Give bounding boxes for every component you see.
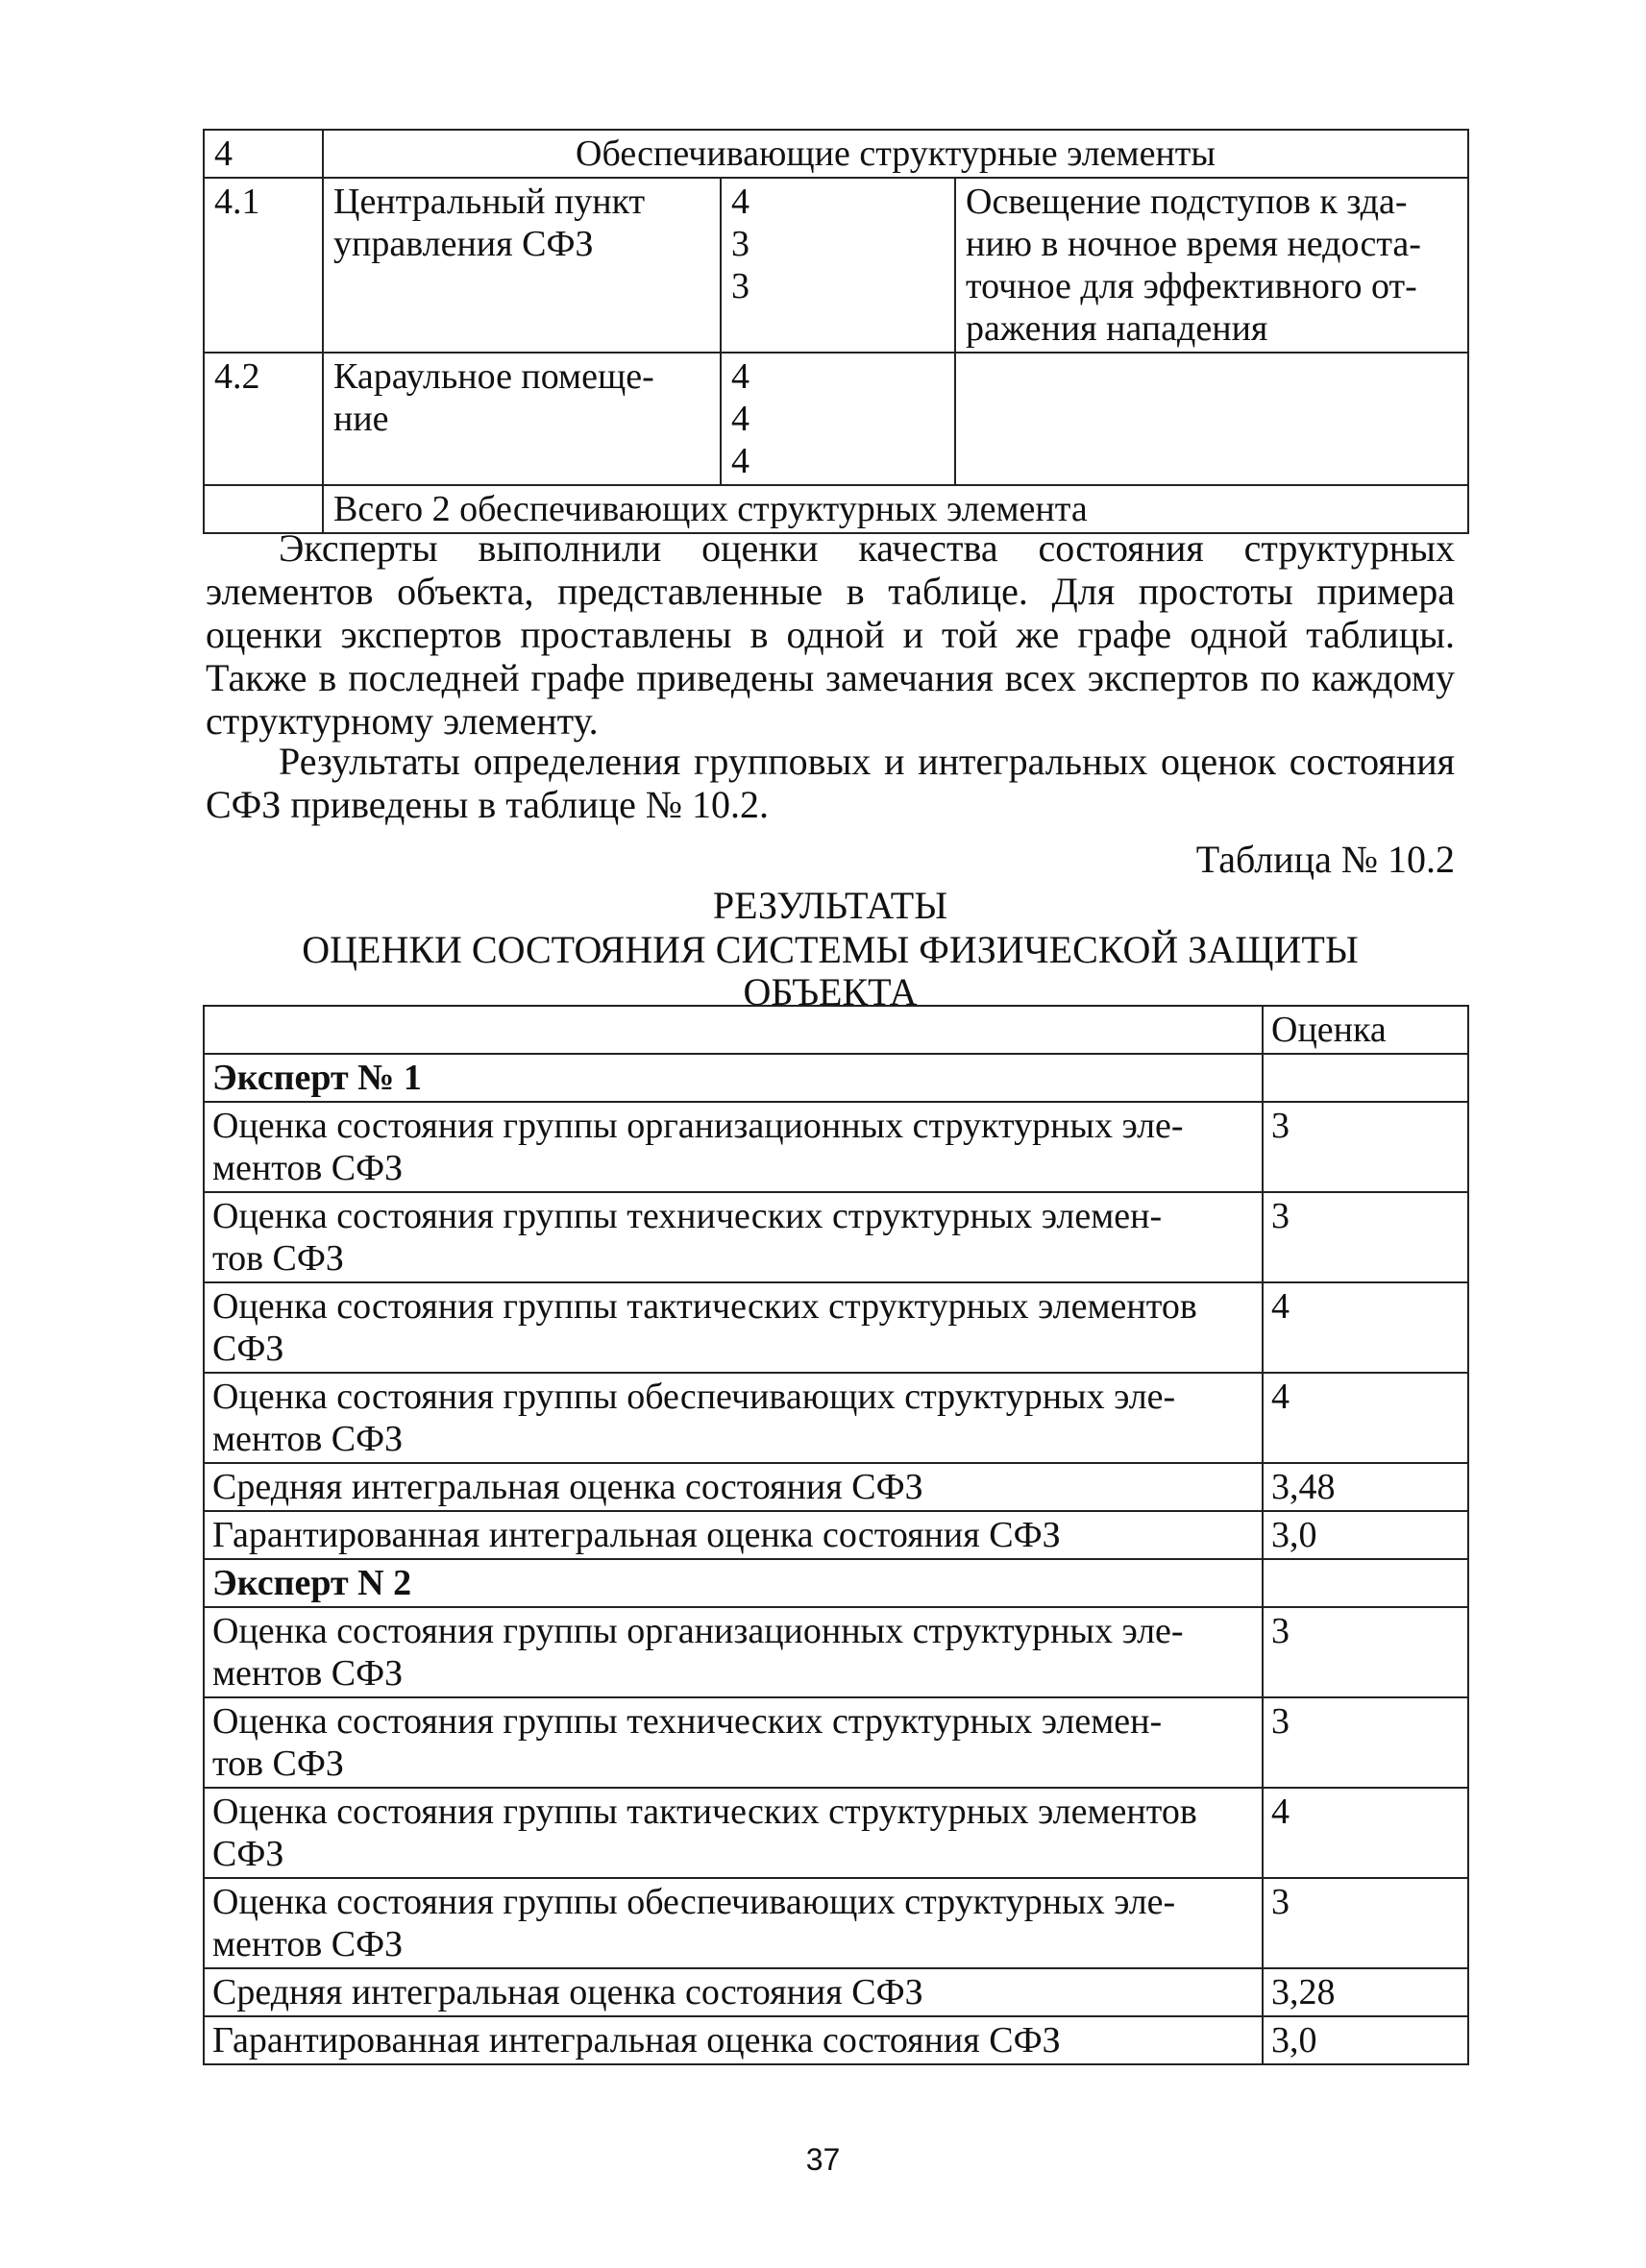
table-row bbox=[204, 1373, 1468, 1463]
table-row bbox=[204, 1511, 1468, 1559]
table-title: РЕЗУЛЬТАТЫ bbox=[712, 884, 948, 927]
table-row bbox=[204, 1282, 1468, 1373]
section-title: Обеспечивающие структурные элементы bbox=[323, 130, 1468, 178]
table-row bbox=[204, 1878, 1468, 1968]
element-number: 4.1 bbox=[204, 178, 323, 353]
criterion-label: Оценка состояния группы технических структурных элемен- тов СФЗ bbox=[204, 1192, 1263, 1282]
criterion-score: 3 bbox=[1263, 1192, 1468, 1282]
empty-header-cell bbox=[204, 1006, 1263, 1054]
table-row bbox=[204, 1192, 1468, 1282]
table-row bbox=[204, 1559, 1468, 1607]
body-paragraph: Результаты определения групповых и интегральных оценок состояния СФЗ приведены в таблице № 10.2. bbox=[206, 740, 1455, 826]
criterion-label: Оценка состояния группы организационных структурных эле- ментов СФЗ bbox=[204, 1102, 1263, 1192]
table-title: ОЦЕНКИ СОСТОЯНИЯ СИСТЕМЫ ФИЗИЧЕСКОЙ ЗАЩИТЫ bbox=[302, 928, 1359, 971]
table-row bbox=[204, 1102, 1468, 1192]
criterion-score: 3 bbox=[1263, 1102, 1468, 1192]
results-table bbox=[203, 1005, 1469, 2065]
table-row bbox=[204, 353, 1468, 485]
criterion-score: 4 bbox=[1263, 1282, 1468, 1373]
criterion-label: Средняя интегральная оценка состояния СФЗ bbox=[204, 1968, 1263, 2016]
criterion-score: 3,0 bbox=[1263, 1511, 1468, 1559]
element-number: 4.2 bbox=[204, 353, 323, 485]
criterion-label: Гарантированная интегральная оценка состояния СФЗ bbox=[204, 1511, 1263, 1559]
element-name: Караульное помеще- ние bbox=[323, 353, 721, 485]
criterion-label: Оценка состояния группы технических структурных элемен- тов СФЗ bbox=[204, 1697, 1263, 1788]
criterion-score: 3 bbox=[1263, 1697, 1468, 1788]
expert-heading: Эксперт N 2 bbox=[204, 1559, 1263, 1607]
table-row bbox=[204, 1006, 1468, 1054]
table-row bbox=[204, 1968, 1468, 2016]
criterion-label: Оценка состояния группы обеспечивающих структурных эле- ментов СФЗ bbox=[204, 1878, 1263, 1968]
element-scores: 4 3 3 bbox=[721, 178, 955, 353]
element-scores: 4 4 4 bbox=[721, 353, 955, 485]
table-title: ОБЪЕКТА bbox=[743, 970, 918, 1013]
table-row bbox=[204, 178, 1468, 353]
table-row bbox=[204, 1697, 1468, 1788]
criterion-label: Средняя интегральная оценка состояния СФЗ bbox=[204, 1463, 1263, 1511]
table-row bbox=[204, 1054, 1468, 1102]
section-number: 4 bbox=[204, 130, 323, 178]
expert-heading: Эксперт № 1 bbox=[204, 1054, 1263, 1102]
criterion-score: 3,28 bbox=[1263, 1968, 1468, 2016]
criterion-score: 3,0 bbox=[1263, 2016, 1468, 2064]
table-row bbox=[204, 2016, 1468, 2064]
total-elements: Всего 2 обеспечивающих структурных элемента bbox=[323, 485, 1468, 533]
score-header: Оценка bbox=[1263, 1006, 1468, 1054]
structural-elements-table bbox=[203, 129, 1469, 534]
table-row bbox=[204, 1607, 1468, 1697]
criterion-label: Оценка состояния группы тактических структурных элементов СФЗ bbox=[204, 1788, 1263, 1878]
criterion-label: Оценка состояния группы обеспечивающих структурных эле- ментов СФЗ bbox=[204, 1373, 1263, 1463]
empty-cell bbox=[1263, 1559, 1468, 1607]
element-name: Центральный пункт управления СФЗ bbox=[323, 178, 721, 353]
empty-cell bbox=[1263, 1054, 1468, 1102]
criterion-score: 4 bbox=[1263, 1788, 1468, 1878]
criterion-label: Оценка состояния группы тактических структурных элементов СФЗ bbox=[204, 1282, 1263, 1373]
criterion-score: 3 bbox=[1263, 1607, 1468, 1697]
table-row bbox=[204, 130, 1468, 178]
criterion-score: 4 bbox=[1263, 1373, 1468, 1463]
page-number: 37 bbox=[805, 2142, 841, 2177]
criterion-label: Гарантированная интегральная оценка состояния СФЗ bbox=[204, 2016, 1263, 2064]
element-remark: Освещение подступов к зда- нию в ночное время недоста- точное для эффективного от- ражения нападения bbox=[955, 178, 1468, 353]
criterion-label: Оценка состояния группы организационных структурных эле- ментов СФЗ bbox=[204, 1607, 1263, 1697]
element-remark bbox=[955, 353, 1468, 485]
table-caption: Таблица № 10.2 bbox=[1195, 838, 1455, 881]
criterion-score: 3,48 bbox=[1263, 1463, 1468, 1511]
table-row bbox=[204, 1463, 1468, 1511]
body-paragraph: Эксперты выполнили оценки качества состояния структурных элементов объекта, представленные в таблице. Для простоты примера оценки экспертов проставлены в одной и той же графе одной таблицы. Также в последней графе приведены замечания всех экспертов по каждому структурному элементу. bbox=[206, 526, 1455, 743]
criterion-score: 3 bbox=[1263, 1878, 1468, 1968]
table-row bbox=[204, 1788, 1468, 1878]
